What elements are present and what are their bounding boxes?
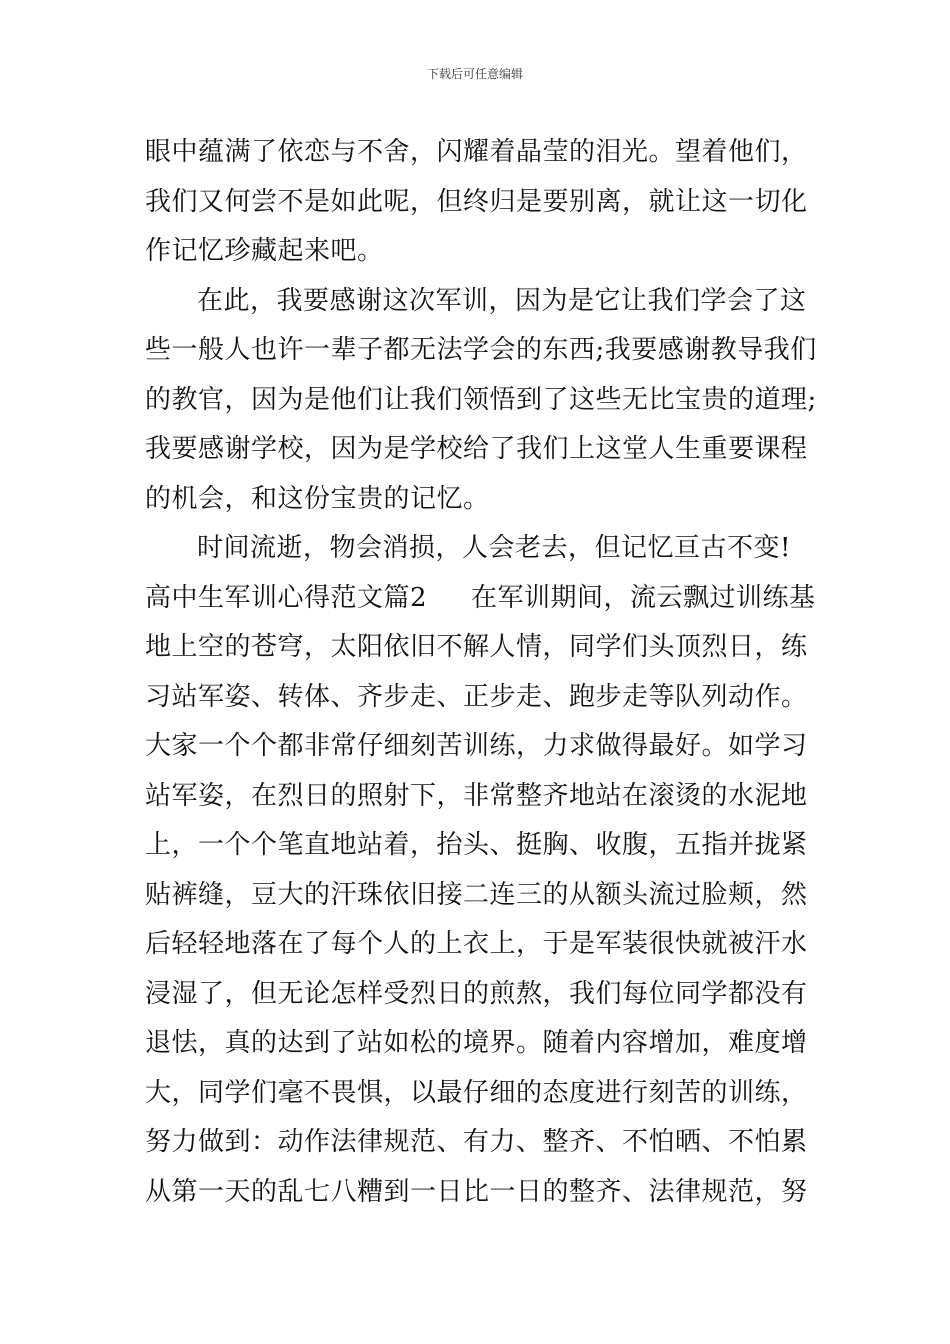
text-line: 在军训期间，流云飘过训练基 [471,582,816,613]
text-line: 后轻轻地落在了每个人的上衣上，于是军装很快就被汗水 [145,929,808,959]
text-line: 从第一天的乱七八糟到一日比一日的整齐、法律规范，努 [145,1176,808,1207]
text-line: 些一般人也许一辈子都无法学会的东西;我要感谢教导我们 [145,335,817,365]
text-line: 眼中蕴满了依恋与不舍，闪耀着晶莹的泪光。望着他们， [145,137,808,167]
text-line: 大，同学们毫不畏惧，以最仔细的态度进行刻苦的训练， [145,1077,808,1108]
text-line: 的机会，和这份宝贵的记忆。 [145,483,490,514]
text-line: 在此，我要感谢这次军训，因为是它让我们学会了这 [197,285,807,316]
heading-line [145,574,816,624]
text-line: 时间流逝，物会消损，人会老去，但记忆亘古不变! [197,533,791,563]
text-line: 浸湿了，但无论怎样受烈日的煎熬，我们每位同学都没有 [145,978,808,1009]
text-line: 作记忆珍藏起来吧。 [145,236,384,266]
text-line: 努力做到：动作法律规范、有力、整齐、不怕晒、不怕累 [145,1127,808,1157]
text-line: 上，一个个笔直地站着，抬头、挺胸、收腹，五指并拢紧 [145,830,808,860]
text-line: 贴裤缝，豆大的汗珠依旧接二连三的从额头流过脸颊，然 [145,879,808,910]
text-line: 大家一个个都非常仔细刻苦训练，力求做得最好。如学习 [145,731,808,761]
text-line: 站军姿，在烈日的照射下，非常整齐地站在滚烫的水泥地 [145,780,808,811]
text-line: 地上空的苍穹，太阳依旧不解人情，同学们头顶烈日，练 [145,632,808,662]
text-line: 习站军姿、转体、齐步走、正步走、跑步走等队列动作。 [145,681,808,712]
section-heading: 高中生军训心得范文篇2 [145,582,428,613]
text-line: 退怯，真的达到了站如松的境界。随着内容增加，难度增 [145,1028,808,1058]
text-line: 我们又何尝不是如此呢，但终归是要别离，就让这一切化 [145,186,808,217]
text-line: 的教官，因为是他们让我们领悟到了这些无比宝贵的道理; [145,384,817,415]
text-line: 我要感谢学校，因为是学校给了我们上这堂人生重要课程 [145,434,808,464]
page-header: 下载后可任意编辑 [426,67,523,81]
document-body [145,128,817,1217]
